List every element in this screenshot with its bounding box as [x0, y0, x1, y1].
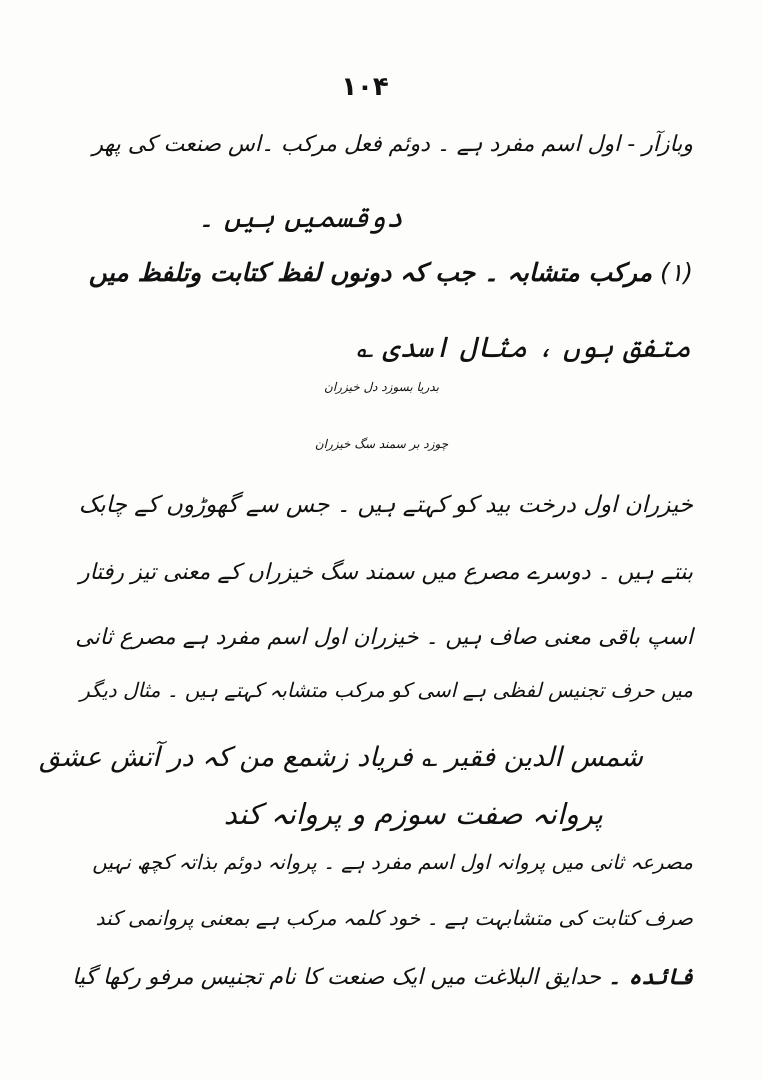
note-label: فائدہ ۔	[607, 965, 693, 990]
heading-line	[89, 258, 693, 288]
verse-line-2: چوزد بر سمند سگ خیزران	[314, 437, 449, 451]
verse-line-4: پروانہ صفت سوزم و پروانہ کند	[223, 797, 603, 831]
text-line-1: وبازآر - اول اسم مفرد ہے ۔ دوئم فعل مرکب ۔اس صنعت کی پھر	[92, 132, 693, 157]
verse-line-1: بدریا بسوزد دل خیزران	[324, 380, 439, 394]
text-line-7: خیزران اول درخت بید کو کہتے ہیں ۔ جس سے گھوڑوں کے چابک	[78, 492, 693, 518]
note-text: حدایق البلاغت میں ایک صنعت کا نام تجنیس مرفو رکھا گیا	[72, 965, 601, 990]
note-line	[72, 965, 693, 991]
heading-number: (۱)	[660, 258, 693, 287]
text-line-13: مصرعہ ثانی میں پروانہ اول اسم مفرد ہے ۔ پروانہ دوئم بذاتہ کچھ نہیں	[92, 850, 693, 874]
verse-line-3: شمس الدین فقیر ؎ فریاد زشمع من کہ در آتش عشق	[39, 742, 643, 773]
text-line-9: اسپ باقی معنی صاف ہیں ۔ خیزران اول اسم مفرد ہے مصرع ثانی	[75, 625, 693, 650]
text-line-10: میں حرف تجنیس لفظی ہے اسی کو مرکب متشابہ کہتے ہیں ۔ مثال دیگر	[80, 678, 693, 702]
text-line-8: بنتے ہیں ۔ دوسرے مصرع میں سمند سگ خیزراں کے معنی تیز رفتار	[78, 560, 693, 585]
text-line-14: صرف کتابت کی متشابہت ہے ۔ خود کلمہ مرکب ہے بمعنی پروانمی کند	[95, 906, 693, 930]
heading-text: مرکب متشابہ ۔ جب کہ دونوں لفظ کتابت وتلفظ میں	[88, 258, 653, 287]
text-line-4: متفق ہوں ، مثال اسدی ؎	[356, 330, 691, 364]
text-line-2: دوقسمیں ہیں ۔	[197, 200, 403, 234]
page-number: ۱۰۴	[341, 72, 389, 102]
